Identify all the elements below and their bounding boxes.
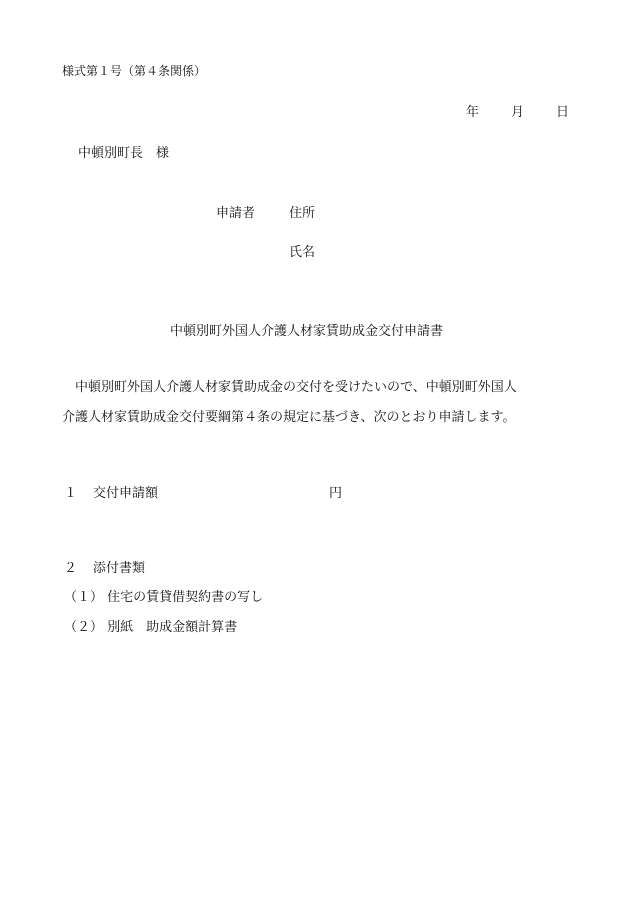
body-line-2: 介護人材家賃助成金交付要綱第４条の規定に基づき、次のとおり申請します。 [62, 410, 516, 425]
addressee: 中頓別町長 様 [78, 146, 170, 161]
name-label: 氏名 [289, 245, 316, 260]
attachment-item: （２） 別紙 助成金額計算書 [64, 620, 238, 635]
item2-number: ２ [64, 561, 78, 576]
date-year-label: 年 [466, 105, 480, 120]
date-day-label: 日 [556, 105, 570, 120]
form-number: 様式第１号（第４条関係） [62, 64, 207, 78]
address-label: 住所 [289, 206, 316, 221]
item1-label: 交付申請額 [93, 486, 159, 501]
body-line-1-text: 中頓別町外国人介護人材家賃助成金の交付を受けたいので、中頓別町外国人 [75, 380, 517, 395]
body-line-1 [62, 376, 517, 395]
applicant-label: 申請者 [216, 206, 256, 221]
item1-unit: 円 [329, 486, 343, 501]
attachment-item: （１） 住宅の賃貸借契約書の写し [64, 590, 264, 605]
item1-number: １ [64, 486, 78, 501]
document-title: 中頓別町外国人介護人材家賃助成金交付申請書 [170, 324, 444, 339]
date-month-label: 月 [511, 105, 525, 120]
item2-label: 添付書類 [93, 561, 146, 576]
